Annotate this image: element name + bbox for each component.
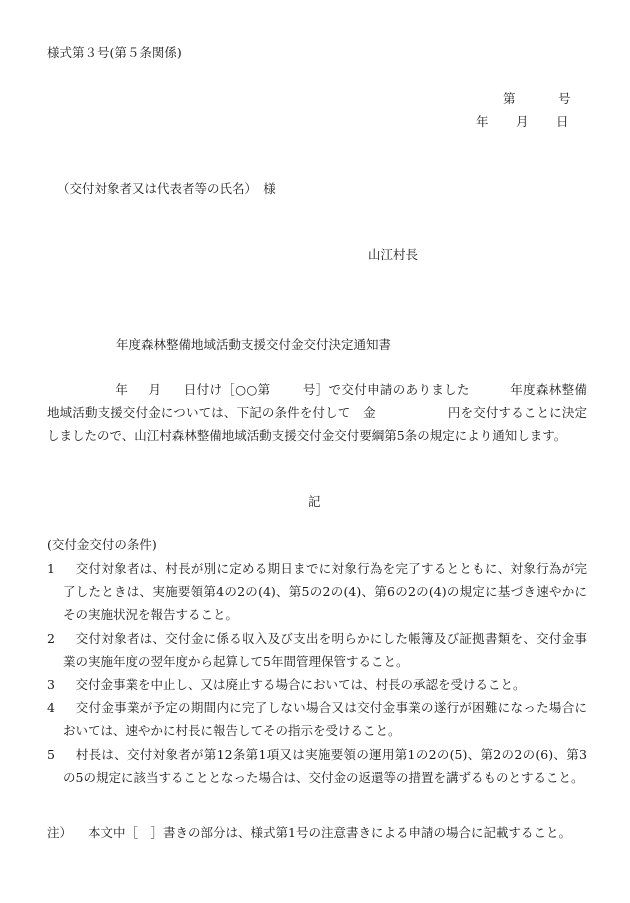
- ki-heading: 記: [308, 494, 321, 509]
- sender: 山江村長: [368, 247, 419, 262]
- date-month: 月: [516, 114, 529, 129]
- form-number: 様式第３号(第５条関係): [47, 45, 182, 60]
- condition-item: [47, 627, 587, 673]
- condition-item: [47, 696, 587, 742]
- footnote: [47, 824, 571, 843]
- doc-number-go: 号: [558, 91, 571, 106]
- condition-number: 4: [47, 700, 55, 716]
- condition-number: 5: [47, 746, 55, 762]
- condition-text: 村長は、交付対象者が第12条第1項又は実施要領の運用第1の2の(5)、第2の2の(6)、第3の5の規定に該当することとなった場合は、交付金の返還等の措置を講ずるものとすること。: [63, 746, 587, 785]
- body-subsidy: 年度森林整備地域活動支援交付金については、下記の条件を付して 金: [47, 382, 587, 420]
- footnote-text: 本文中［ ］書きの部分は、様式第1号の注意書きによる申請の場合に記載すること。: [88, 825, 571, 840]
- footnote-label: 注）: [47, 825, 73, 840]
- condition-text: 交付対象者は、村長が別に定める期日までに対象行為を完了するとともに、対象行為が完了したときは、実施要領第4の2の(4)、第5の2の(4)、第6の2の(4)の規定に基づき速やかにその実施状況を報告すること。: [63, 561, 587, 623]
- body-year: 年: [115, 382, 129, 397]
- condition-text: 交付対象者は、交付金に係る収入及び支出を明らかにした帳簿及び証拠書類を、交付金事業の実施年度の翌年度から起算して5年間管理保管すること。: [63, 630, 587, 669]
- conditions-list: [47, 557, 587, 789]
- doc-number-dai: 第: [503, 91, 516, 106]
- date-year: 年: [476, 114, 489, 129]
- condition-text: 交付金事業を中止し、又は廃止する場合においては、村長の承認を受けること。: [75, 677, 526, 693]
- body-month: 月: [148, 382, 162, 397]
- condition-item: [47, 743, 587, 789]
- body-application: 号］で交付申請のありました: [302, 382, 470, 397]
- condition-number: 3: [47, 677, 55, 693]
- condition-number: 2: [47, 630, 55, 646]
- document-title: 年度森林整備地域活動支援交付金交付決定通知書: [116, 337, 392, 352]
- body-paragraph: [47, 378, 587, 447]
- condition-item: [47, 673, 587, 696]
- condition-item: [47, 557, 587, 627]
- conditions-heading: (交付金交付の条件): [47, 537, 157, 552]
- body-date-ref: 日付け［○○第: [183, 382, 271, 397]
- condition-text: 交付金事業が予定の期間内に完了しない場合又は交付金事業の遂行が困難になった場合においては、速やかに村長に報告してその指示を受けること。: [63, 700, 587, 739]
- condition-number: 1: [47, 561, 55, 576]
- addressee: （交付対象者又は代表者等の氏名） 様: [57, 181, 276, 196]
- body-decision: 円を交付することに決定しましたので、山江村森林整備地域活動支援交付金交付要綱第5条の規定により通知します。: [47, 405, 587, 443]
- date-day: 日: [556, 114, 569, 129]
